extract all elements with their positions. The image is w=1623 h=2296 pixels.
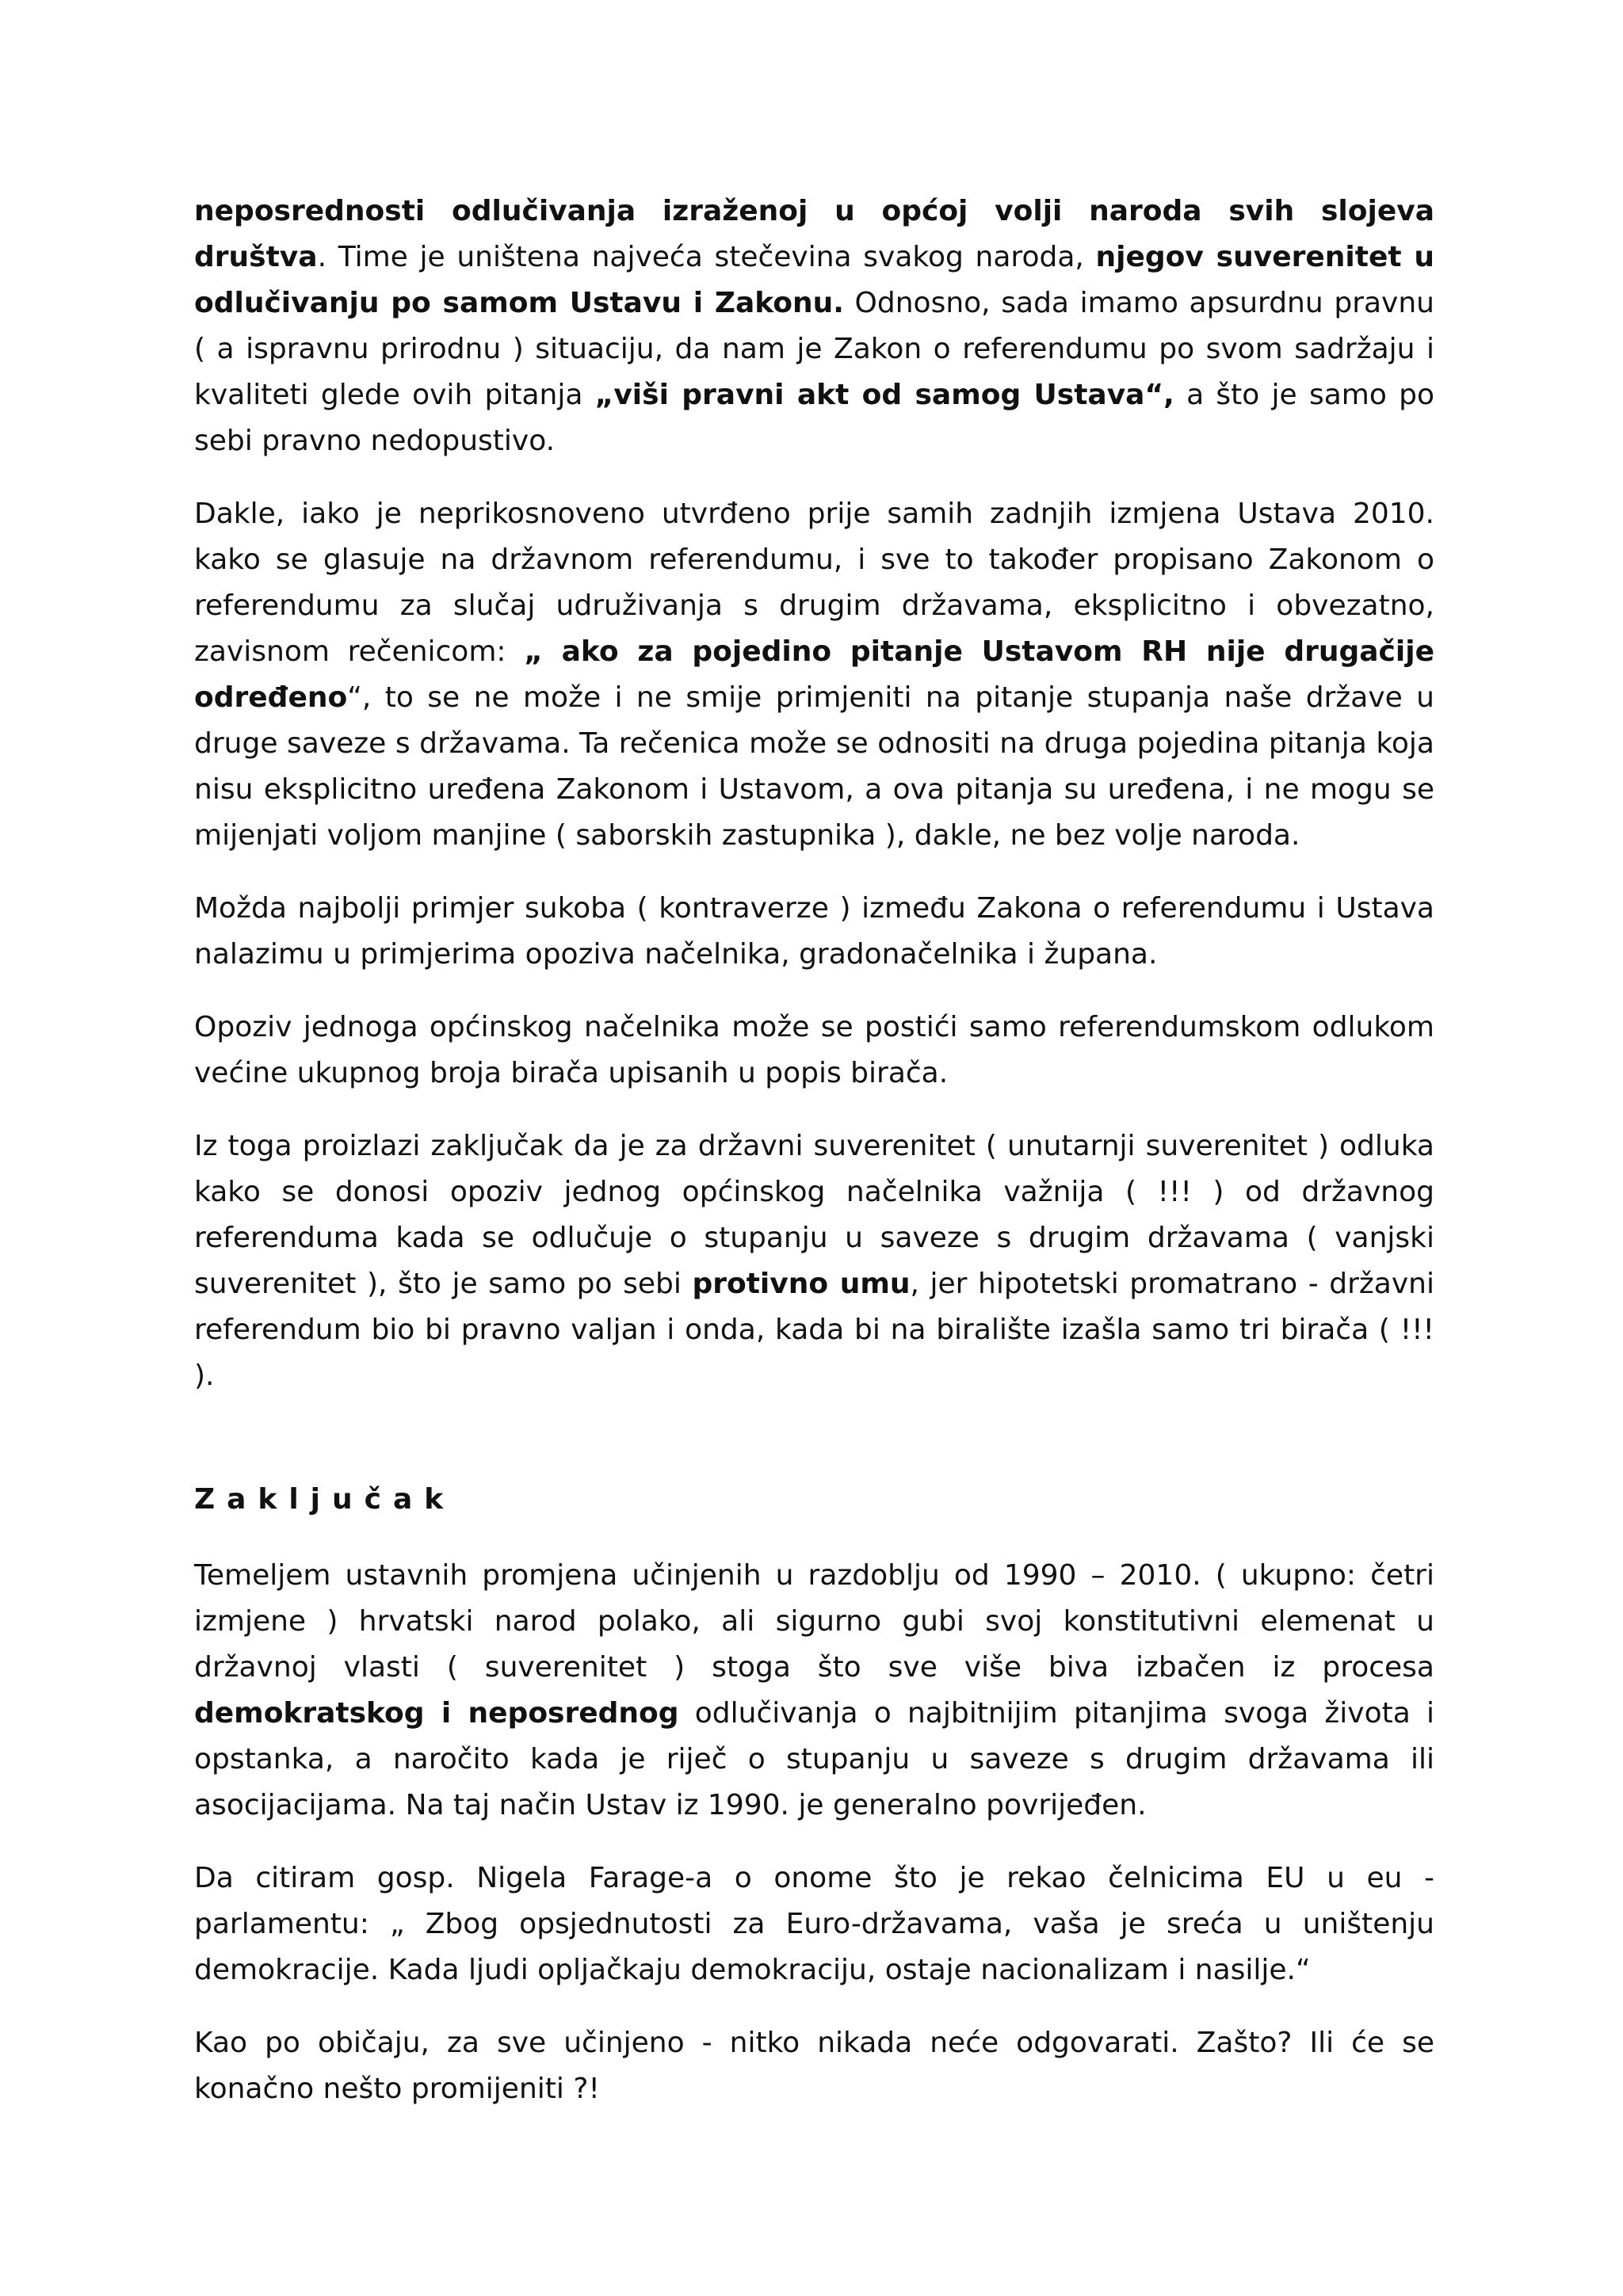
text-run: Da citiram gosp. Nigela Farage-a o onome što je rekao čelnicima EU u eu - parlamentu: „ Zbog opsjednutosti za Euro-državama, vaša je sreća u uništenju demokracije. Kada ljudi opljačkaju demokraciju, ostaje nacionalizam i nasilje.“: [194, 1862, 1434, 1986]
text-run-bold: neposrednosti odlučivanja izraženoj u općoj volji naroda svih slojeva društva: [194, 195, 1434, 273]
text-run: Dakle, iako je neprikosnoveno utvrđeno prije samih zadnjih izmjena Ustava 2010. kako se glasuje na državnom referendumu, i sve to također propisano Zakonom o referendumu za slučaj udruživanja s drugim državama, eksplicitno i obvezatno, zavisnom rečenicom:: [194, 498, 1434, 668]
text-run-bold: „ ako za pojedino pitanje Ustavom RH nije drugačije određeno: [194, 635, 1434, 714]
text-run: Opoziv jednoga općinskog načelnika može se postići samo referendumskom odlukom većine ukupnog broja birača upisanih u popis birača.: [194, 1011, 1434, 1089]
section-heading: Zaključak: [194, 1483, 456, 1516]
paragraph: [194, 189, 1434, 464]
paragraph: [194, 2020, 1434, 2112]
text-run-bold: „viši pravni akt od samog Ustava“,: [594, 379, 1174, 411]
text-run: Iz toga proizlazi zaključak da je za državni suverenitet ( unutarnji suverenitet ) odluka kako se donosi opoziv jednog općinskog načelnika važnija ( !!! ) od državnog referenduma kada se odlučuje o stupanju u saveze s drugim državama ( vanjski suverenitet ), što je samo po sebi: [194, 1130, 1434, 1300]
text-run: odlučivanja o najbitnijim pitanjima svoga života i opstanka, a naročito kada je riječ o stupanju u saveze s drugim državama ili asocijacijama. Na taj način Ustav iz 1990. je generalno povrijeđen.: [194, 1697, 1434, 1821]
text-run: Kao po običaju, za sve učinjeno - nitko nikada neće odgovarati. Zašto? Ili će se konačno nešto promijeniti ?!: [194, 2027, 1434, 2105]
text-run: a što je samo po sebi pravno nedopustivo.: [194, 379, 1434, 457]
text-run: “, to se ne može i ne smije primjeniti na pitanje stupanja naše države u druge saveze s državama. Ta rečenica može se odnositi na druga pojedina pitanja koja nisu eksplicitno uređena Zakonom i Ustavom, a ova pitanja su uređena, i ne mogu se mijenjati voljom manjine ( saborskih zastupnika ), dakle, ne bez volje naroda.: [194, 681, 1434, 852]
text-run: Temeljem ustavnih promjena učinjenih u razdoblju od 1990 – 2010. ( ukupno: četri izmjene ) hrvatski narod polako, ali sigurno gubi svoj konstitutivni elemenat u državnoj vlasti ( suverenitet ) stoga što sve više biva izbačen iz procesa: [194, 1559, 1434, 1684]
paragraph: [194, 1005, 1434, 1097]
text-run: , jer hipotetski promatrano - državni referendum bio bi pravno valjan i onda, kada bi na biralište izašla samo tri birača ( !!! ).: [194, 1268, 1434, 1392]
document-body: [194, 189, 1434, 2139]
paragraph: [194, 886, 1434, 978]
paragraph: [194, 1123, 1434, 1399]
text-run: Odnosno, sada imamo apsurdnu pravnu ( a ispravnu prirodnu ) situaciju, da nam je Zakon o referendumu po svom sadržaju i kvaliteti glede ovih pitanja: [194, 287, 1434, 411]
text-run: . Time je uništena najveća stečevina svakog naroda,: [317, 241, 1096, 273]
text-run-bold: protivno umu: [692, 1268, 911, 1300]
text-run: Možda najbolji primjer sukoba ( kontraverze ) između Zakona o referendumu i Ustava nalazimu u primjerima opoziva načelnika, gradonačelnika i župana.: [194, 892, 1434, 971]
text-run-bold: demokratskog i neposrednog: [194, 1697, 679, 1730]
paragraph: [194, 491, 1434, 859]
paragraph: [194, 1855, 1434, 1993]
text-run-bold: njegov suverenitet u odlučivanju po samom Ustavu i Zakonu.: [194, 241, 1434, 319]
paragraph: [194, 1553, 1434, 1829]
